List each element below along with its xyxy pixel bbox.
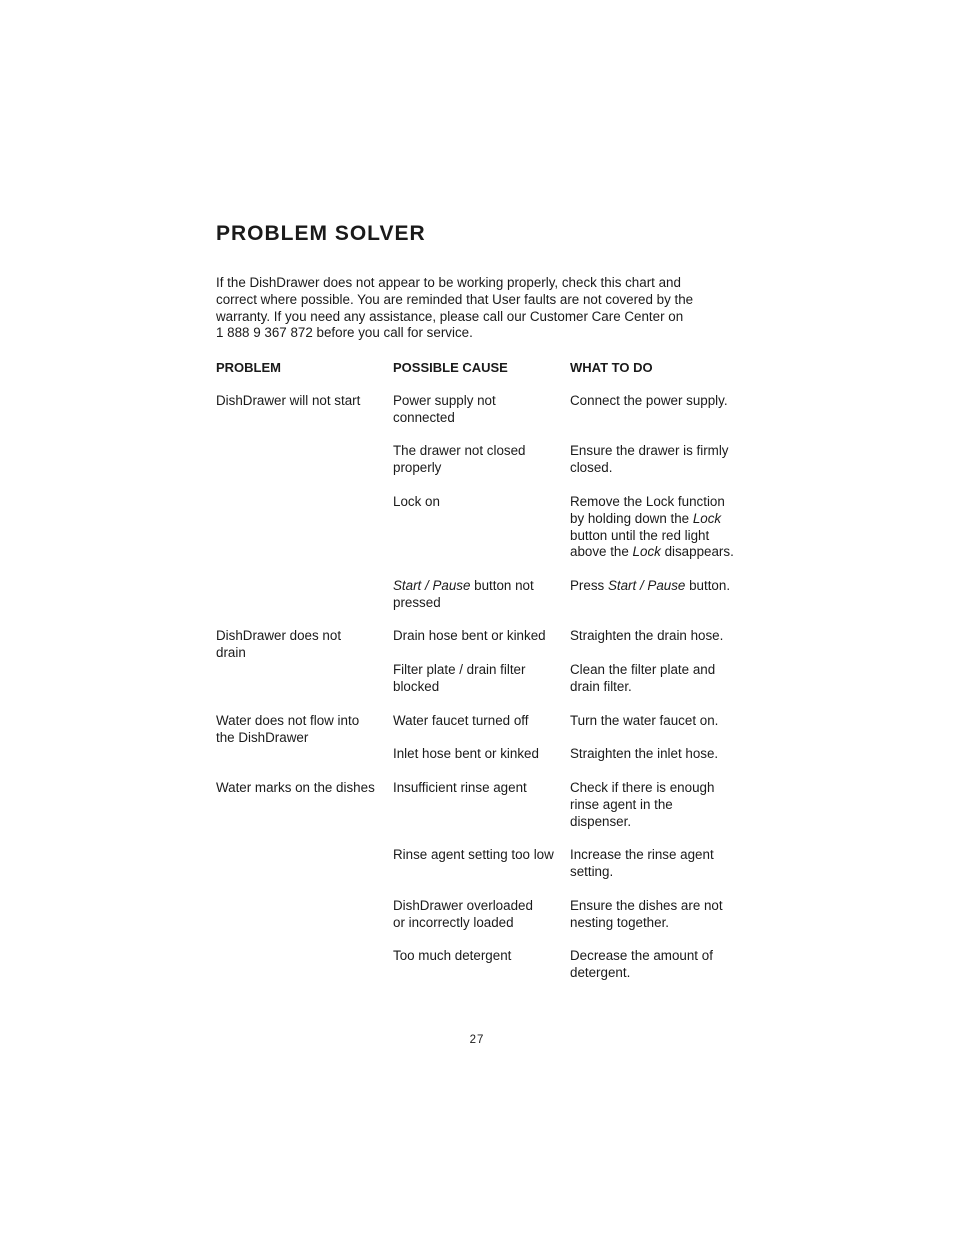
cause-cell — [393, 662, 525, 696]
cause-cell — [393, 578, 534, 612]
cause-cell — [393, 393, 496, 427]
intro-line: If the DishDrawer does not appear to be working properly, check this chart and — [216, 275, 681, 290]
action-line: nesting together. — [570, 914, 670, 930]
cause-text: button not — [470, 578, 534, 593]
cause-line: The drawer not closed — [393, 443, 526, 458]
problem-cell — [216, 713, 359, 747]
action-line: Ensure the drawer is firmly — [570, 443, 729, 458]
action-cell — [570, 948, 713, 982]
intro-line: warranty. If you need any assistance, please call our Customer Care Center on — [216, 308, 684, 324]
cause-cell — [393, 847, 554, 864]
cause-line — [393, 578, 534, 595]
cause-line: or incorrectly loaded — [393, 914, 514, 930]
action-line: Ensure the dishes are not — [570, 898, 723, 913]
cause-line: Drain hose bent or kinked — [393, 628, 546, 643]
lock-label: Lock — [692, 510, 722, 526]
cause-line: Rinse agent setting too low — [393, 847, 554, 862]
action-line: rinse agent in the — [570, 796, 673, 812]
problem-line: DishDrawer will not start — [216, 393, 361, 408]
action-text: button. — [685, 578, 731, 593]
action-cell — [570, 713, 718, 730]
start-pause-label: Start / Pause — [393, 578, 471, 593]
column-header-what-to-do: WHAT TO DO — [570, 360, 653, 375]
cause-line: connected — [393, 409, 455, 425]
cause-line: Insufficient rinse agent — [393, 780, 527, 795]
problem-cell — [216, 628, 341, 662]
cause-cell — [393, 948, 511, 965]
cause-line: Lock on — [393, 494, 440, 509]
action-line: Straighten the inlet hose. — [570, 746, 719, 761]
cause-line: Inlet hose bent or kinked — [393, 746, 539, 761]
action-line: setting. — [570, 863, 614, 879]
cause-cell — [393, 494, 440, 511]
cause-line: DishDrawer overloaded — [393, 898, 533, 913]
lock-label: Lock — [632, 544, 661, 560]
intro-line: correct where possible. You are reminded that User faults are not covered by the — [216, 291, 694, 307]
action-cell — [570, 898, 723, 932]
intro-paragraph — [216, 275, 736, 342]
cause-cell — [393, 443, 526, 477]
action-line: drain filter. — [570, 678, 632, 694]
cause-cell — [393, 713, 528, 730]
action-line — [570, 578, 730, 595]
action-cell — [570, 443, 729, 477]
action-cell — [570, 780, 714, 830]
action-cell — [570, 393, 728, 410]
cause-line: Filter plate / drain filter — [393, 662, 526, 677]
action-line: dispenser. — [570, 813, 632, 829]
cause-cell — [393, 898, 533, 932]
problem-cell — [216, 393, 360, 410]
action-text: above the — [570, 544, 633, 560]
problem-line: the DishDrawer — [216, 729, 309, 745]
column-header-possible-cause: POSSIBLE CAUSE — [393, 360, 508, 375]
cause-line: blocked — [393, 678, 440, 694]
action-line: Check if there is enough — [570, 780, 715, 795]
action-cell — [570, 746, 718, 763]
problem-line: Water marks on the dishes — [216, 780, 375, 795]
action-line: Clean the filter plate and — [570, 662, 716, 677]
action-text: Press — [570, 578, 608, 593]
problem-line: DishDrawer does not — [216, 628, 342, 643]
action-line: closed. — [570, 459, 613, 475]
column-header-problem: PROBLEM — [216, 360, 281, 375]
cause-cell — [393, 746, 539, 763]
page-title: PROBLEM SOLVER — [216, 222, 426, 245]
action-line: Increase the rinse agent — [570, 847, 714, 862]
action-cell — [570, 578, 730, 595]
cause-line: properly — [393, 459, 442, 475]
action-cell — [570, 494, 734, 561]
cause-line: Too much detergent — [393, 948, 512, 963]
action-cell — [570, 628, 723, 645]
action-text: disappears. — [660, 544, 734, 560]
action-line — [570, 511, 734, 528]
action-line: Remove the Lock function — [570, 494, 725, 509]
cause-line: pressed — [393, 594, 441, 610]
action-cell — [570, 847, 714, 881]
problem-line: Water does not flow into — [216, 713, 360, 728]
action-line: Straighten the drain hose. — [570, 628, 724, 643]
action-line: Decrease the amount of — [570, 948, 713, 963]
start-pause-label: Start / Pause — [607, 578, 686, 593]
cause-cell — [393, 628, 546, 645]
cause-line: Power supply not — [393, 393, 496, 408]
intro-line: 1 888 9 367 872 before you call for service. — [216, 325, 473, 341]
action-line: button until the red light — [570, 527, 710, 543]
problem-cell — [216, 780, 375, 797]
action-cell — [570, 662, 715, 696]
action-line: detergent. — [570, 964, 631, 980]
cause-line: Water faucet turned off — [393, 713, 529, 728]
cause-cell — [393, 780, 527, 797]
action-line — [570, 544, 734, 561]
action-line: Turn the water faucet on. — [570, 713, 719, 728]
page-number: 27 — [469, 1034, 485, 1046]
action-line: Connect the power supply. — [570, 393, 728, 408]
action-text: by holding down the — [570, 510, 693, 526]
problem-line: drain — [216, 644, 246, 660]
